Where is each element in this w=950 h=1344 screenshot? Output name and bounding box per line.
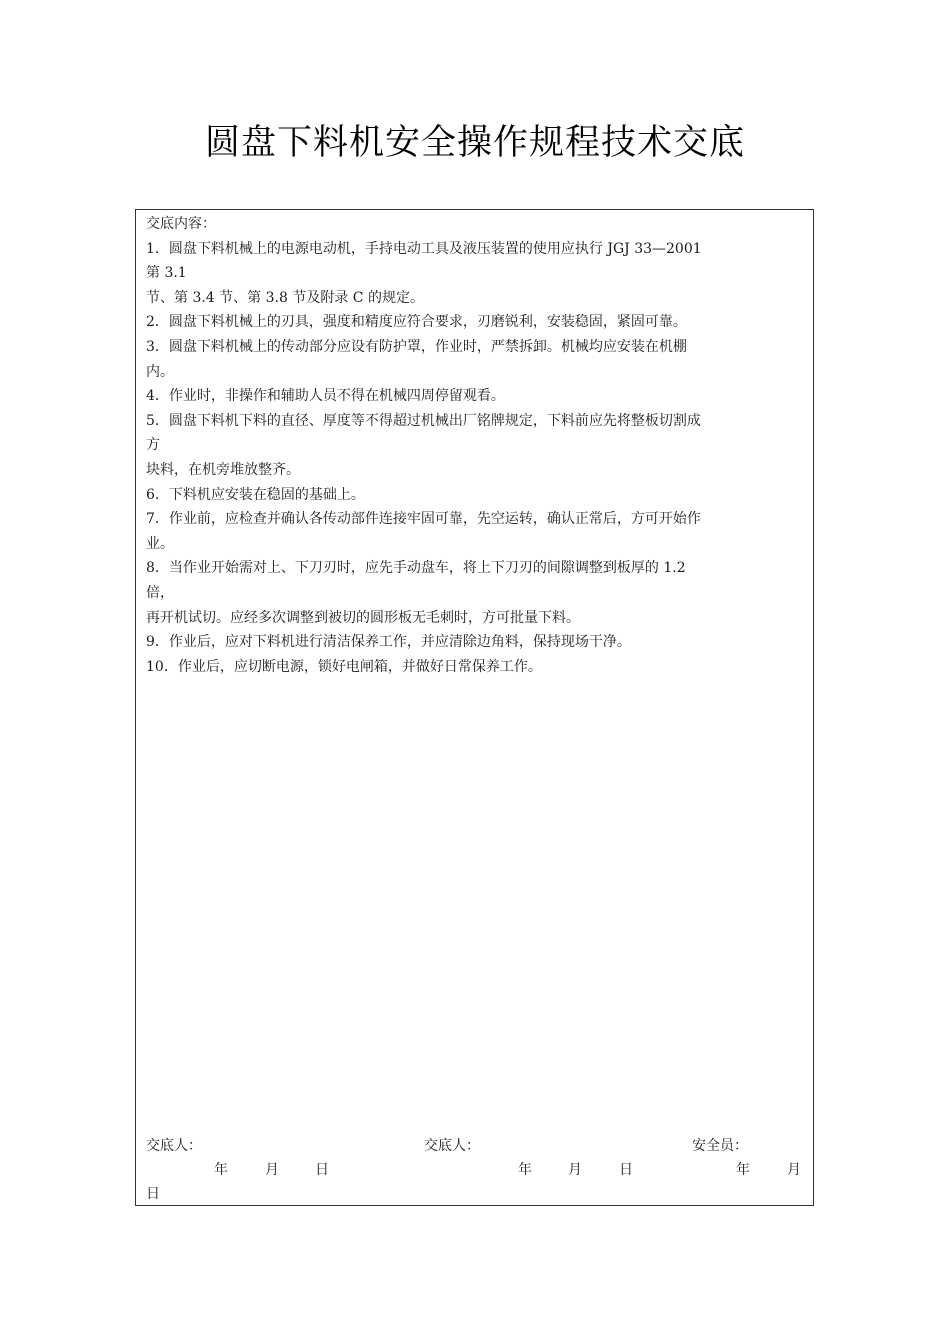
content-line: 5．圆盘下料机下料的直径、厚度等不得超过机械出厂铭牌规定，下料前应先将整板切割成	[146, 412, 701, 429]
content-line: 方	[146, 437, 160, 454]
safety-officer-month: 月	[787, 1162, 801, 1178]
content-line: 再开机试切。应经多次调整到被切的圆形板无毛刺时，方可批量下料。	[146, 609, 580, 626]
content-line: 内。	[146, 363, 174, 380]
receiver-month: 月	[568, 1162, 582, 1178]
content-line: 10．作业后，应切断电源，锁好电闸箱，并做好日常保养工作。	[146, 658, 542, 675]
content-line: 第 3.1	[146, 265, 187, 282]
content-line: 4．作业时，非操作和辅助人员不得在机械四周停留观看。	[146, 388, 505, 405]
content-line: 倍，	[146, 584, 174, 601]
content-line: 2．圆盘下料机械上的刃具，强度和精度应符合要求，刃磨锐利，安装稳固，紧固可靠。	[146, 314, 687, 331]
content-line: 8．当作业开始需对上、下刀刃时，应先手动盘车，将上下刀刃的间隙调整到板厚的 1.2	[146, 560, 686, 577]
receiver-day: 日	[619, 1162, 633, 1178]
content-line: 块料，在机旁堆放整齐。	[146, 461, 300, 478]
safety-officer-label: 安全员：	[692, 1138, 748, 1154]
discloser-day: 日	[315, 1162, 329, 1178]
receiver-label: 交底人：	[424, 1138, 480, 1154]
disclosure-content	[146, 212, 808, 679]
content-heading: 交底内容：	[146, 216, 216, 232]
disclosure-table	[135, 209, 814, 1206]
content-line: 业。	[146, 535, 174, 552]
content-line: 7．作业前，应检查并确认各传动部件连接牢固可靠，先空运转，确认正常后，方可开始作	[146, 511, 701, 528]
content-line: 节、第 3.4 节、第 3.8 节及附录 C 的规定。	[146, 289, 424, 306]
content-line: 1．圆盘下料机械上的电源电动机，手持电动工具及液压装置的使用应执行 JGJ 33—2001	[146, 240, 702, 257]
safety-officer-year: 年	[736, 1162, 750, 1178]
content-line: 9．作业后，应对下料机进行清洁保养工作，并应清除边角料，保持现场干净。	[146, 634, 631, 651]
page-title: 圆盘下料机安全操作规程技术交底	[204, 123, 745, 163]
safety-officer-day: 日	[146, 1186, 160, 1202]
discloser-year: 年	[214, 1162, 228, 1178]
content-line: 3．圆盘下料机械上的传动部分应设有防护罩，作业时，严禁拆卸。机械均应安装在机棚	[146, 338, 687, 355]
discloser-label: 交底人：	[146, 1138, 202, 1154]
receiver-year: 年	[518, 1162, 532, 1178]
discloser-month: 月	[265, 1162, 279, 1178]
content-line: 6．下料机应安装在稳固的基础上。	[146, 486, 365, 503]
